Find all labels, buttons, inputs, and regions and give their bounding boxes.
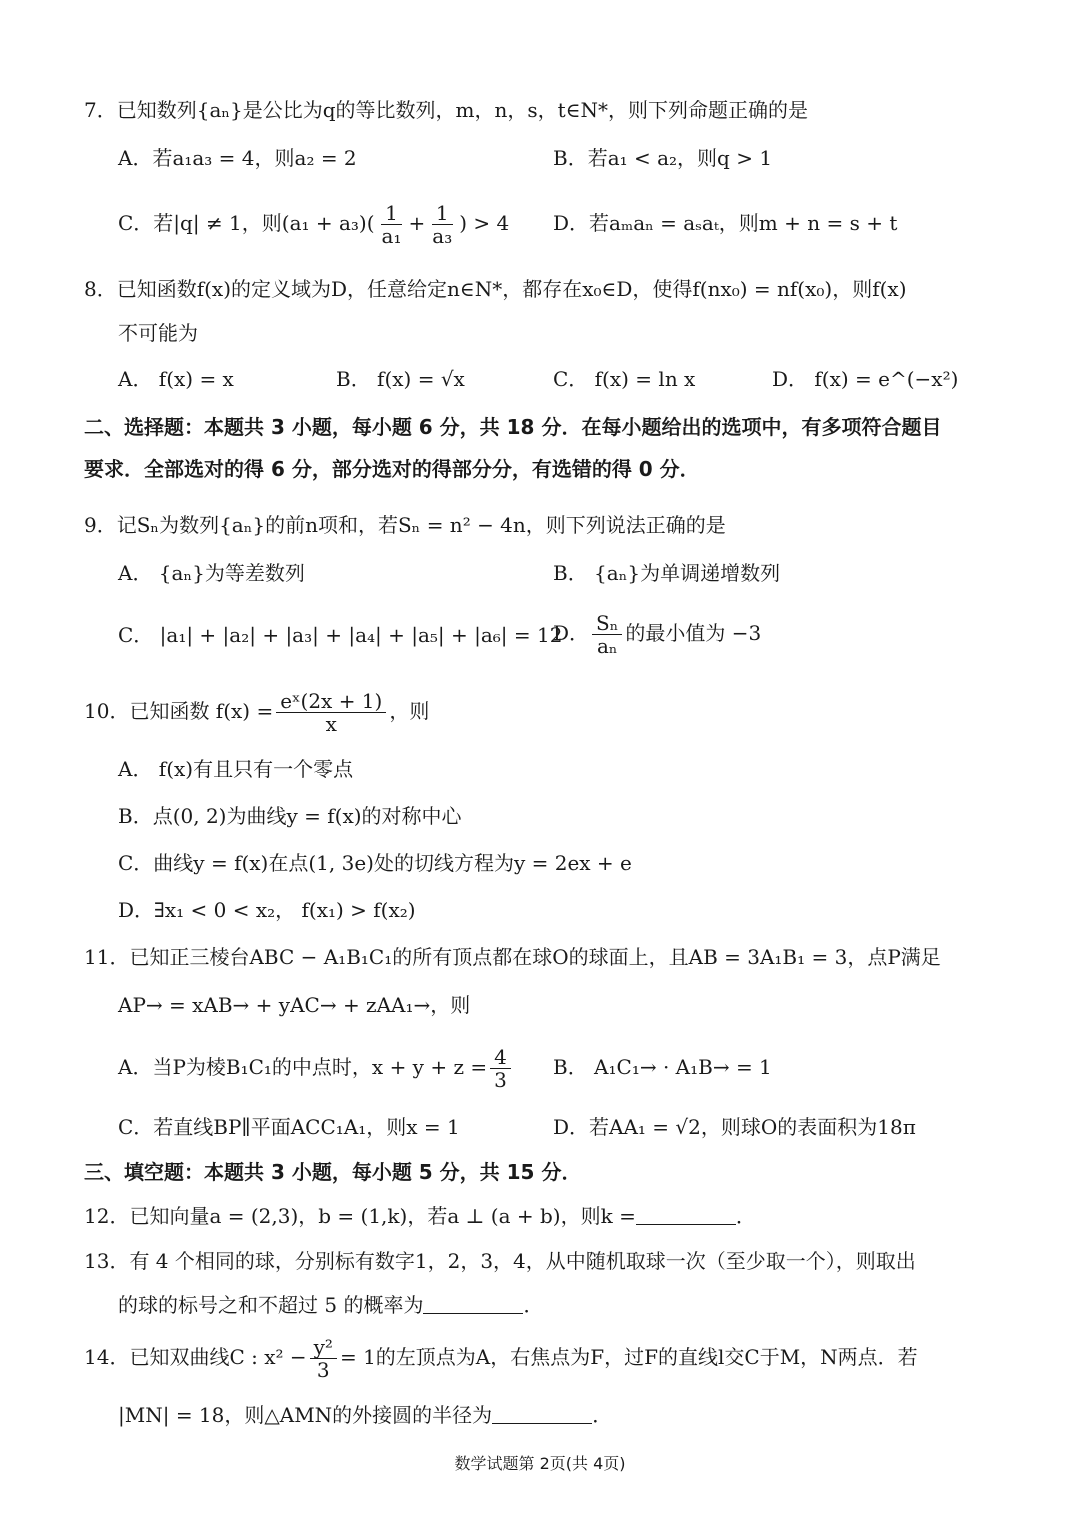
q9-d-frac-den: aₙ bbox=[596, 634, 618, 658]
q7-c-frac1-num: 1 bbox=[381, 202, 402, 225]
q10-stem-suffix: ，则 bbox=[389, 699, 430, 723]
q8-option-a: A． f(x) = x bbox=[118, 367, 234, 391]
q14-stem-line2 bbox=[118, 1400, 612, 1430]
q8-option-c: C． f(x) = ln x bbox=[553, 367, 696, 391]
q11-a-frac-num: 4 bbox=[490, 1046, 511, 1069]
q7-c-frac2-num: 1 bbox=[432, 202, 453, 225]
q14-end: ． bbox=[592, 1403, 613, 1427]
q10-frac-num: eˣ(2x + 1) bbox=[276, 690, 386, 713]
q9-option-d-frac bbox=[592, 612, 622, 657]
q7-option-c bbox=[118, 196, 509, 250]
section2-heading-line1: 二、选择题：本题共 3 小题，每小题 6 分，共 18 分．在每小题给出的选项中，有多项符合题目 bbox=[84, 415, 942, 439]
q12-stem-text: 12．已知向量a = (2,3)，b = (1,k)，若a ⊥ (a + b)，则k = bbox=[84, 1204, 636, 1228]
q8-stem-line1: 8．已知函数f(x)的定义域为D，任意给定n∈N*，都存在x₀∈D，使得f(nx₀) = nf(x₀)，则f(x) bbox=[84, 277, 907, 301]
q12-stem bbox=[84, 1201, 756, 1231]
q9-option-d-suffix: 的最小值为 −3 bbox=[625, 621, 762, 645]
q11-option-a-frac bbox=[490, 1046, 511, 1091]
q11-option-b: B． A₁C₁→ · A₁B→ = 1 bbox=[553, 1055, 772, 1079]
q9-stem: 9．记Sₙ为数列{aₙ}的前n项和，若Sₙ = n² − 4n，则下列说法正确的是 bbox=[84, 513, 726, 537]
q14-stem-line1 bbox=[84, 1330, 918, 1384]
q10-stem bbox=[84, 684, 429, 738]
q7-option-c-frac2 bbox=[428, 202, 456, 247]
q10-option-c: C．曲线y = f(x)在点(1, 3e)处的切线方程为y = 2ex + e bbox=[118, 851, 632, 875]
q14-line1-suffix: = 1的左顶点为A，右焦点为F，过F的直线l交C于M，N两点．若 bbox=[339, 1345, 918, 1369]
section3-heading: 三、填空题：本题共 3 小题，每小题 5 分，共 15 分． bbox=[84, 1160, 582, 1184]
section2-heading-line2: 要求．全部选对的得 6 分，部分选对的得部分分，有选错的得 0 分． bbox=[84, 457, 700, 481]
q7-c-frac2-den: a₃ bbox=[432, 224, 453, 248]
q7-option-d: D．若aₘaₙ = aₛaₜ，则m + n = s + t bbox=[553, 211, 898, 235]
q7-option-c-frac1 bbox=[378, 202, 406, 247]
q13-answer-blank[interactable] bbox=[423, 1293, 523, 1314]
q14-line2-text: |MN| = 18，则△AMN的外接圆的半径为 bbox=[118, 1403, 493, 1427]
q11-a-frac-den: 3 bbox=[494, 1068, 507, 1092]
q10-option-d: D．∃x₁ < 0 < x₂， f(x₁) > f(x₂) bbox=[118, 898, 416, 922]
q7-option-a: A．若a₁a₃ = 4，则a₂ = 2 bbox=[118, 146, 357, 170]
q14-line1-prefix: 14．已知双曲线C : x² − bbox=[84, 1345, 307, 1369]
q14-frac bbox=[310, 1336, 337, 1381]
q7-option-c-suffix: ) > 4 bbox=[459, 211, 510, 235]
page-footer: 数学试题第 2页(共 4页) bbox=[454, 1454, 626, 1473]
q14-frac-num: y² bbox=[310, 1336, 337, 1359]
q11-option-a bbox=[118, 1040, 514, 1094]
q11-option-d: D．若AA₁ = √2，则球O的表面积为18π bbox=[553, 1115, 916, 1139]
q9-option-d bbox=[553, 606, 761, 660]
q10-option-a: A． f(x)有且只有一个零点 bbox=[118, 757, 354, 781]
q13-stem-line1: 13．有 4 个相同的球，分别标有数字1，2，3，4，从中随机取球一次（至少取一个），则取出 bbox=[84, 1249, 916, 1273]
q13-stem-line2 bbox=[118, 1290, 543, 1320]
q7-option-b: B．若a₁ < a₂，则q > 1 bbox=[553, 146, 773, 170]
q14-answer-blank[interactable] bbox=[492, 1403, 592, 1424]
q13-line2-text: 的球的标号之和不超过 5 的概率为 bbox=[118, 1293, 424, 1317]
q10-option-b: B．点(0, 2)为曲线y = f(x)的对称中心 bbox=[118, 804, 462, 828]
q9-option-a: A． {aₙ}为等差数列 bbox=[118, 561, 305, 585]
q13-end: ． bbox=[523, 1293, 544, 1317]
q10-frac-den: x bbox=[325, 712, 337, 736]
q11-stem-line1: 11．已知正三棱台ABC − A₁B₁C₁的所有顶点都在球O的球面上，且AB = 3A₁B₁ = 3，点P满足 bbox=[84, 945, 941, 969]
q10-stem-prefix: 10．已知函数 f(x) = bbox=[84, 699, 274, 723]
q7-c-frac1-den: a₁ bbox=[381, 224, 402, 248]
q9-option-b: B． {aₙ}为单调递增数列 bbox=[553, 561, 781, 585]
q11-stem-line2: AP→ = xAB→ + yAC→ + zAA₁→，则 bbox=[118, 993, 471, 1017]
q7-option-c-prefix: C．若|q| ≠ 1，则(a₁ + a₃)( bbox=[118, 211, 375, 235]
q10-stem-frac bbox=[276, 690, 386, 735]
q9-option-c: C． |a₁| + |a₂| + |a₃| + |a₄| + |a₅| + |a₆| = 12 bbox=[118, 623, 563, 647]
q9-d-frac-num: Sₙ bbox=[592, 612, 622, 635]
q14-frac-den: 3 bbox=[316, 1358, 330, 1382]
q7-stem: 7．已知数列{aₙ}是公比为q的等比数列，m，n，s，t∈N*，则下列命题正确的是 bbox=[84, 98, 809, 122]
q8-option-b: B． f(x) = √x bbox=[336, 367, 465, 391]
q12-answer-blank[interactable] bbox=[636, 1204, 736, 1225]
q9-option-d-prefix: D． bbox=[553, 621, 590, 645]
q12-end: ． bbox=[735, 1204, 756, 1228]
q8-option-d: D． f(x) = e^(−x²) bbox=[772, 367, 959, 391]
q7-c-plus: + bbox=[408, 211, 426, 235]
q11-option-c: C．若直线BP∥平面ACC₁A₁，则x = 1 bbox=[118, 1115, 460, 1139]
q11-option-a-prefix: A．当P为棱B₁C₁的中点时，x + y + z = bbox=[118, 1055, 488, 1079]
q8-stem-line2: 不可能为 bbox=[118, 321, 198, 345]
